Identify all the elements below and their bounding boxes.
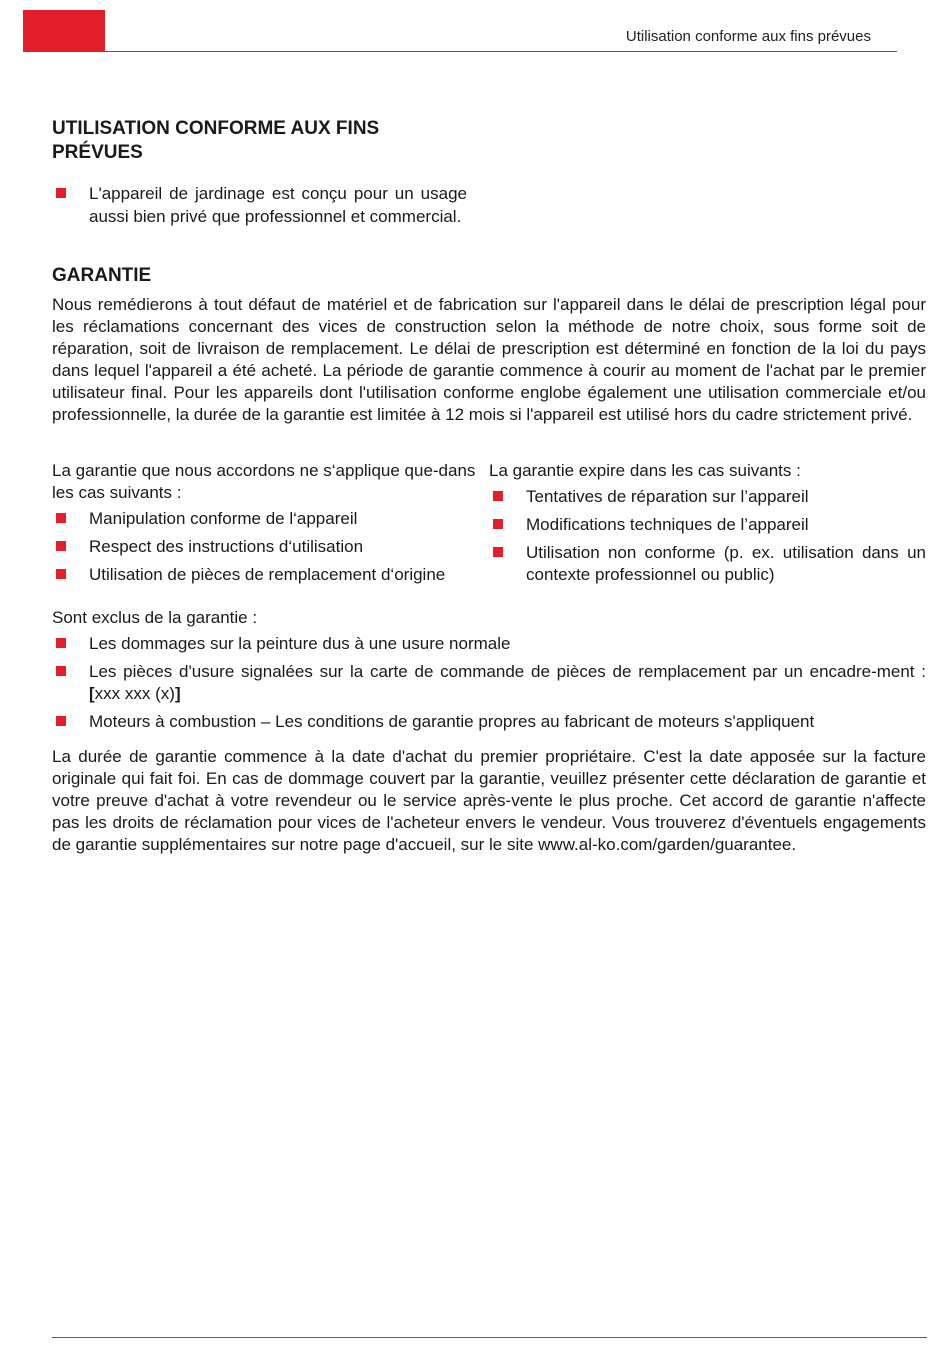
warranty-paragraph: Nous remédierons à tout défaut de matériel et de fabrication sur l'appareil dans le délai de prescription légal pour les réclamations concernant des vices de construction selon la méthode de notre choix, sous forme soit de réparation, soit de livraison de remplacement. Le délai de prescription est déterminé en fonction de la loi du pays dans lequel l'appareil a été acheté. La période de garantie commence à courir au moment de l'achat par le premier utilisateur final. Pour les appareils dont l'utilisation conforme englobe également une utilisation commerciale et/ou professionnelle, la durée de la garantie est limitée à 12 mois si l'appareil est utilisé hors du cadre strictement privé. [52,295,926,424]
list-item [52,633,926,655]
list-item-text: Les dommages sur la peinture dus à une usure normale [89,634,511,653]
bullet-square-icon [56,666,66,676]
exclusions-block [52,607,926,739]
exclusions-intro: Sont exclus de la garantie : [52,608,258,627]
header-rule [23,51,897,52]
list-item-text: Utilisation de pièces de remplacement d‘origine [89,565,446,584]
bullet-square-icon [493,491,503,501]
list-item-text: Tentatives de réparation sur l’appareil [526,487,809,506]
list-item [489,514,926,536]
expires-list [489,486,926,586]
bullet-square-icon [56,541,66,551]
list-item-text: L'appareil de jardinage est conçu pour un usage aussi bien privé que professionnel et commercial. [89,184,467,226]
list-item [489,486,926,508]
list-item-text: Manipulation conforme de l‘appareil [89,509,358,528]
warranty-duration-paragraph: La durée de garantie commence à la date d'achat du premier propriétaire. C'est la date apposée sur la facture originale qui fait foi. En cas de dommage couvert par la garantie, veuillez présenter cette déclaration de garantie et votre preuve d'achat à votre revendeur ou le service après-vente le plus proche. Cet accord de garantie n'affecte pas les droits de réclamation pour vices de l'acheteur envers le vendeur. Vous trouverez d'éventuels engagements de garantie supplémentaires sur notre page d'accueil, sur le site www.al-ko.com/garden/guarantee. [52,747,926,854]
bullet-square-icon [56,638,66,648]
running-header-title: Utilisation conforme aux fins prévues [625,28,871,45]
list-item [52,508,489,530]
expires-intro: La garantie expire dans les cas suivants : [489,461,801,480]
list-item [52,564,489,586]
section-title-warranty: GARANTIE [52,265,152,286]
applies-intro: La garantie que nous accordons ne s‘applique que-dans les cas suivants : [52,461,476,502]
intended-use-list [52,183,467,228]
applies-list [52,508,489,586]
list-item-text: Utilisation non conforme (p. ex. utilisation dans un contexte professionnel ou public) [526,543,926,584]
exclusions-list [52,633,926,733]
bullet-square-icon [56,513,66,523]
list-item [52,661,926,705]
header-brand-block [23,10,105,52]
bullet-square-icon [56,569,66,579]
bullet-square-icon [493,519,503,529]
list-item-text: Modifications techniques de l’appareil [526,515,809,534]
bracket-close: ] [174,684,181,703]
list-item [52,711,926,733]
bracket-open: [ [89,684,95,703]
list-item [52,536,489,558]
list-item [489,542,926,586]
section-title-intended-use: UTILISATION CONFORME AUX FINS PRÉVUES [52,118,380,163]
bullet-square-icon [493,547,503,557]
list-item-text: Moteurs à combustion – Les conditions de garantie propres au fabricant de moteurs s'appliquent [89,712,815,731]
warranty-applies-column [52,460,489,592]
footer-rule [52,1337,927,1338]
bullet-square-icon [56,188,66,198]
list-item-text: Les pièces d'usure signalées sur la carte de commande de pièces de remplacement par un encadre-ment : [89,662,926,681]
list-item [52,183,467,228]
list-item-text: Respect des instructions d‘utilisation [89,537,364,556]
warranty-expires-column [489,460,926,592]
bullet-square-icon [56,716,66,726]
part-number-placeholder: xxx xxx (x) [94,684,175,703]
